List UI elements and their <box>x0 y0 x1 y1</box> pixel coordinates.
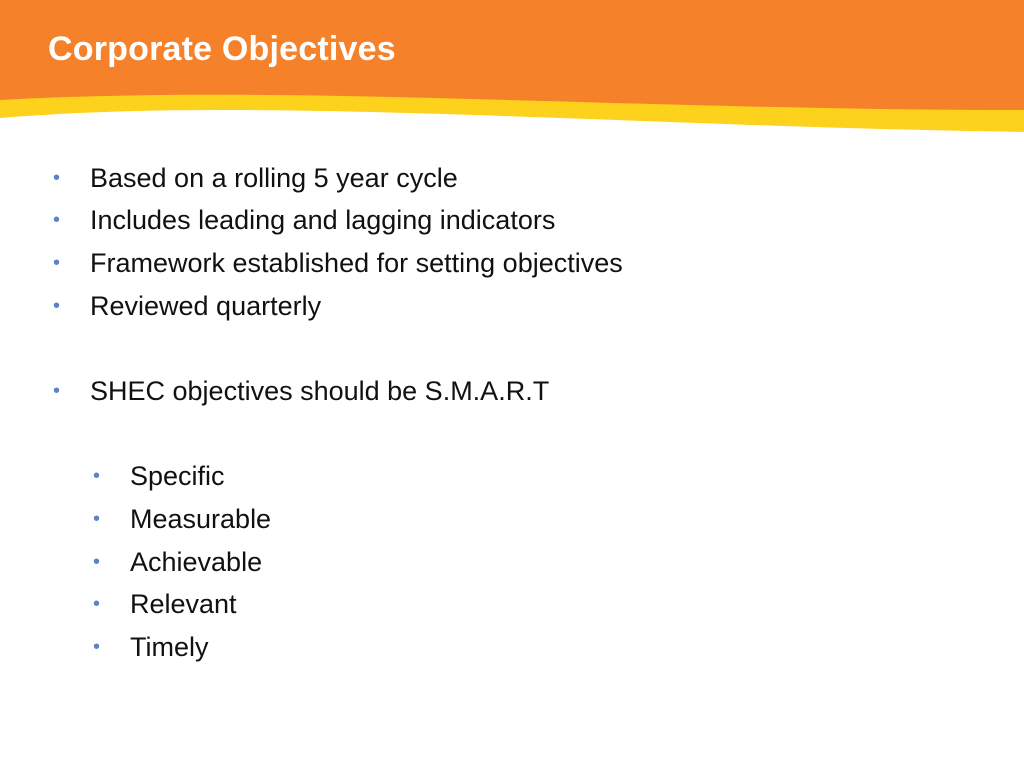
bullet-icon: • <box>53 295 61 317</box>
bullet-icon: • <box>53 167 61 189</box>
bullet-icon: • <box>53 209 61 231</box>
bullet-icon: • <box>93 636 101 658</box>
sub-bullet-text: Measurable <box>130 504 272 534</box>
bullet-text: SHEC objectives should be S.M.A.R.T <box>90 376 550 406</box>
bullet-icon: • <box>93 593 101 615</box>
bullet-text: Framework established for setting objectives <box>90 248 623 278</box>
header-banner <box>0 0 1024 140</box>
sub-bullet-text: Specific <box>130 461 225 491</box>
bullet-icon: • <box>93 508 101 530</box>
sub-bullet-text: Timely <box>130 632 209 662</box>
slide-title: Corporate Objectives <box>48 30 396 68</box>
sub-bullet-text: Relevant <box>130 589 237 619</box>
bullet-icon: • <box>53 252 61 274</box>
bullet-icon: • <box>93 551 101 573</box>
sub-bullet-text: Achievable <box>130 547 263 577</box>
bullet-text: Based on a rolling 5 year cycle <box>90 163 458 193</box>
bullet-icon: • <box>53 380 61 402</box>
bullet-text: Includes leading and lagging indicators <box>90 205 556 235</box>
bullet-icon: • <box>93 465 101 487</box>
bullet-text: Reviewed quarterly <box>90 291 322 321</box>
header-wave-graphic <box>0 0 1024 140</box>
